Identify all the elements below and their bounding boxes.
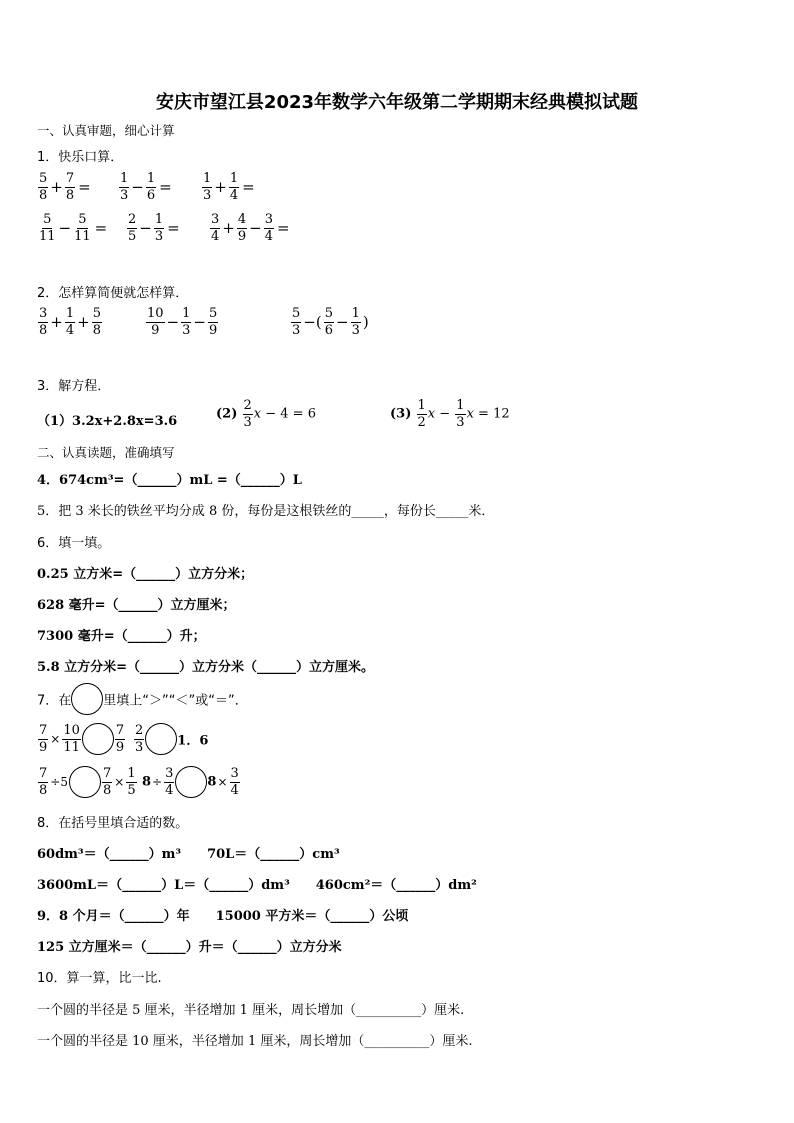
section-2-heading: 二、认真读题，准确填写 (37, 445, 175, 460)
question-8-label: 8．在括号里填合适的数。 (37, 816, 189, 831)
question-10-label: 10．算一算，比一比. (37, 971, 162, 986)
q3-e3-prefix: (3) (390, 406, 412, 422)
q7-compare-2: $\frac{2}{3}$ 1．6 (135, 722, 209, 755)
q2-expr-2: $\frac{10}{9}$ − $\frac{1}{3}$ − $\frac{5}{9}$ (147, 306, 218, 338)
q7-compare-4: 8÷ $\frac{3}{4}$ 8× $\frac{3}{4}$ (142, 765, 239, 798)
q7-eight: 8 (207, 774, 217, 790)
page-title: 安庆市望江县2023年数学六年级第二学期期末经典模拟试题 (155, 92, 639, 113)
q7-compare-3: $\frac{7}{8}$ ÷5 $\frac{7}{8}$ × $\frac{1}{5}$ (39, 765, 136, 798)
q10-line-2: 一个圆的半径是 10 厘米，半径增加 1 厘米，周长增加（__________）厘米. (37, 1034, 473, 1049)
section-1-heading: 一、认真审题，细心计算 (37, 123, 175, 138)
q1-expr-1: $\frac{5}{8}$ + $\frac{7}{8}$ = (39, 171, 91, 203)
compare-circle-icon[interactable] (175, 766, 207, 798)
q8-line-1: 60dm³＝（______）m³ 70L＝（______）cm³ (37, 847, 340, 862)
q3-equation-2: (2) $\frac{2}{3}$ x − 4 = 6 (216, 398, 316, 430)
q2-expr-3: $\frac{5}{3}$ −( $\frac{5}{6}$ − $\frac{1}{3}$ ) (292, 306, 369, 338)
question-4: 4．674cm³=（______）mL =（______）L (37, 473, 302, 488)
compare-circle-icon[interactable] (145, 723, 177, 755)
question-6-label: 6．填一填。 (37, 536, 111, 551)
q9-line-1: 9．8 个月＝（______）年 15000 平方米＝（______）公顷 (37, 909, 409, 924)
q7-suffix: 里填上“＞”“＜”或“＝”． (103, 693, 248, 709)
q7-compare-1: $\frac{7}{9}$ × $\frac{10}{11}$ $\frac{7}{9}$ (39, 722, 125, 755)
q7-eight: 8 (142, 774, 152, 790)
q1-expr-5: $\frac{2}{5}$ − $\frac{1}{3}$ = (128, 212, 180, 244)
question-2-label: 2．怎样算简便就怎样算． (37, 286, 189, 301)
q2-expr-1: $\frac{3}{8}$ + $\frac{1}{4}$ + $\frac{5}{8}$ (39, 306, 101, 338)
q3-equation-1: （1）3.2x+2.8x=3.6 (37, 414, 178, 429)
q3-e2-prefix: (2) (216, 406, 238, 422)
q1-expr-3: $\frac{1}{3}$ + $\frac{1}{4}$ = (203, 171, 255, 203)
question-1-label: 1．快乐口算． (37, 150, 124, 165)
q3-equation-3: (3) $\frac{1}{2}$ x − $\frac{1}{3}$ x = 12 (390, 398, 510, 430)
q7-value: 1．6 (177, 733, 209, 749)
q1-expr-2: $\frac{1}{3}$ − $\frac{1}{6}$ = (120, 171, 172, 203)
compare-circle-icon (71, 683, 103, 715)
question-5: 5．把 3 米长的铁丝平均分成 8 份，每份是这根铁丝的_____，每份长_____米． (37, 504, 495, 519)
compare-circle-icon[interactable] (82, 723, 114, 755)
q6-line-3: 7300 毫升=（______）升； (37, 629, 206, 644)
question-3-label: 3．解方程． (37, 379, 111, 394)
q1-expr-4: $\frac{5}{11}$ − $\frac{5}{11}$ = (39, 212, 108, 244)
q6-line-1: 0.25 立方米=（______）立方分米； (37, 567, 254, 582)
q1-expr-6: $\frac{3}{4}$ + $\frac{4}{9}$ − $\frac{3}{4}$ = (211, 212, 290, 244)
compare-circle-icon[interactable] (69, 766, 101, 798)
q9-line-2: 125 立方厘米＝（______）升＝（______）立方分米 (37, 940, 342, 955)
q10-line-1: 一个圆的半径是 5 厘米，半径增加 1 厘米，周长增加（__________）厘米. (37, 1003, 465, 1018)
q6-line-4: 5.8 立方分米=（______）立方分米（______）立方厘米。 (37, 660, 375, 675)
q8-line-2: 3600mL＝（______）L＝（______）dm³ 460cm²＝（______）dm² (37, 878, 477, 893)
question-7-label (37, 683, 248, 715)
q6-line-2: 628 毫升=（______）立方厘米； (37, 598, 236, 613)
q7-prefix: 7．在 (37, 693, 72, 709)
